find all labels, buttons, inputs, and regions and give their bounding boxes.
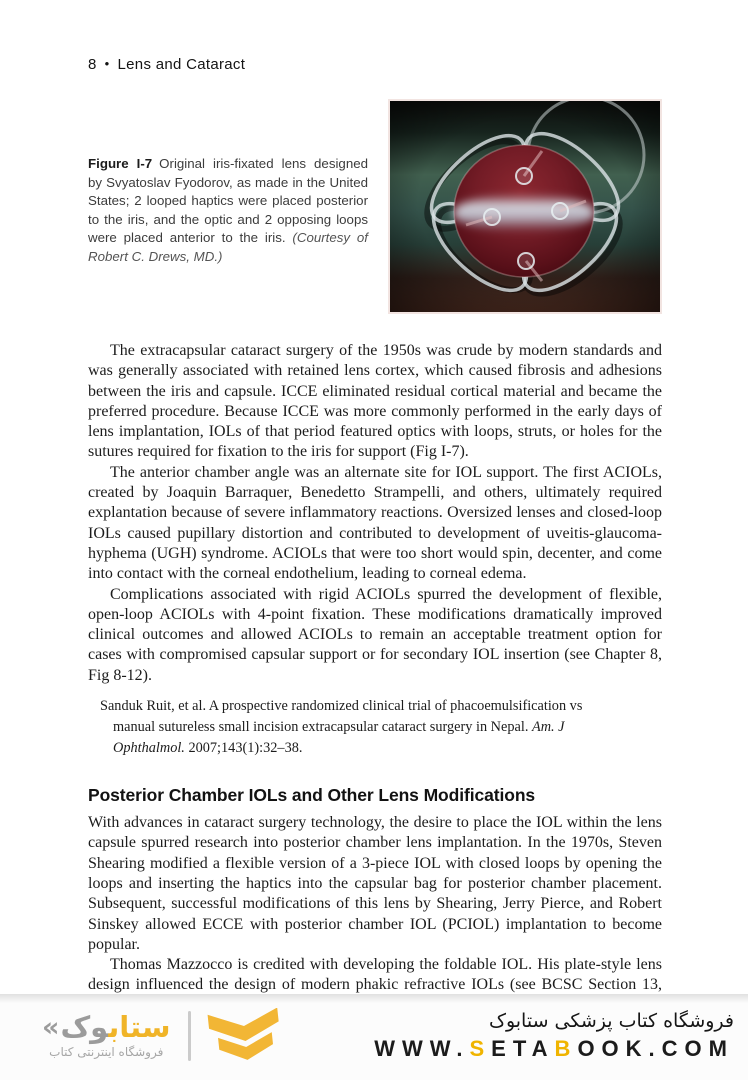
figure-caption xyxy=(88,155,380,314)
url-eta: ETA xyxy=(491,1035,555,1061)
figure-credit: (Courtesy of Robert C. Drews, MD.) xyxy=(88,230,368,264)
logo-wordmark-gray: وک xyxy=(60,1010,109,1045)
figure-caption-text: Original iris-fixated lens designed by Svyatoslav Fyodorov, as made in the United States; 2 looped haptics were placed posterior to the iris, and the optic and 2 opposing loops were placed anterior to the iris. xyxy=(88,156,369,246)
bullet-separator: • xyxy=(104,56,110,71)
url-b-accent: B xyxy=(554,1035,578,1061)
website-url xyxy=(374,1036,734,1062)
url-www: WWW. xyxy=(374,1035,470,1061)
figure-image xyxy=(388,99,662,314)
reference-journal: Am. J Ophthalmol. xyxy=(113,719,565,757)
footer-right-block xyxy=(374,1010,734,1062)
logo-wordmark-yellow: ستاب xyxy=(108,1010,171,1045)
paragraph-1: The extracapsular cataract surgery of the 1950s was crude by modern standards and was generally associated with retained lens cortex, which caused fibrosis and adhesions between the iris and capsule. ICCE eliminated residual cortical material and became the preferred procedure. Because ICCE was more commonly performed in the early days of lens implantation, IOLs of that period featured optics with loops, struts, or holes for the sutures required for fixation to the iris for support (Fig I-7). xyxy=(88,342,662,461)
figure-block xyxy=(88,99,662,314)
paragraph-2: The anterior chamber angle was an alternate site for IOL support. The first ACIOLs, created by Joaquin Barraquer, Benedetto Strampelli, and others, ultimately required explantation because of severe inflammatory reactions. Oversized lenses and closed-loop IOLs caused pupillary distortion and contributed to development of uveitis-glaucoma-hyphema (UGH) syndrome. ACIOLs that were too short would spin, decenter, and come into contact with the corneal endothelium, leading to corneal edema. xyxy=(88,463,662,583)
paragraph-3: Complications associated with rigid ACIOLs spurred the development of flexible, open-loop ACIOLs with 4-point fixation. These modifications dramatically improved clinical outcomes and allowed ACIOLs to remain an acceptable treatment option for cases with compromised capsular support or for secondary IOL insertion (see Chapter 8, Fig 8-12). xyxy=(88,585,662,684)
footer-content xyxy=(0,1003,748,1072)
setabook-emblem-icon xyxy=(207,1008,283,1064)
page-number: 8 xyxy=(88,56,97,73)
reference-citation xyxy=(88,696,662,759)
running-header xyxy=(88,56,662,73)
footer-top-shadow xyxy=(0,994,748,1003)
logo-wordmark-block xyxy=(42,1012,170,1059)
reference-pages: 2007;143(1):32–38. xyxy=(184,740,303,757)
logo-wordmark xyxy=(60,1012,170,1044)
logo-wordmark-row xyxy=(42,1012,170,1044)
setabook-logo xyxy=(42,1008,283,1064)
paragraph-5 xyxy=(88,955,662,998)
running-title: Lens and Cataract xyxy=(117,56,246,73)
url-ook-com: OOK.COM xyxy=(577,1035,734,1061)
reference-text: Sanduk Ruit, et al. A prospective randomized clinical trial of phacoemulsification vs manual sutureless small incision extracapsular cataract surgery in Nepal. xyxy=(100,698,583,736)
section-heading: Posterior Chamber IOLs and Other Lens Modifications xyxy=(88,785,536,806)
url-s-accent: S xyxy=(469,1035,492,1061)
paragraph-4: With advances in cataract surgery technology, the desire to place the IOL within the lens capsule spurred research into posterior chamber lens implantation. In the 1970s, Steven Shearing modified a flexible version of a 3-piece IOL with closed loops by opening the loops and inserting the haptics into the capsular bag for posterior chamber placement. Subsequent, successful modifications of this lens by Shearing, Jerry Pierce, and Robert Sinskey allowed ECCE with posterior chamber IOL (PCIOL) implantation to become popular. xyxy=(88,814,662,953)
logo-divider xyxy=(188,1011,191,1061)
lens-photo-illustration xyxy=(390,101,660,312)
store-title: فروشگاه کتاب پزشکی ستابوک xyxy=(488,1009,734,1032)
setabook-footer xyxy=(0,994,748,1080)
paragraph-5-text: Thomas Mazzocco is credited with developing the foldable IOL. His plate-style lens design influenced the design of modern phakic refractive IOLs (see BCSC Section 13, xyxy=(88,956,662,994)
logo-guillemet-icon: « xyxy=(42,1012,60,1044)
figure-label: Figure I-7 xyxy=(88,156,153,171)
logo-tagline: فروشگاه اینترنتی کتاب xyxy=(49,1044,164,1059)
